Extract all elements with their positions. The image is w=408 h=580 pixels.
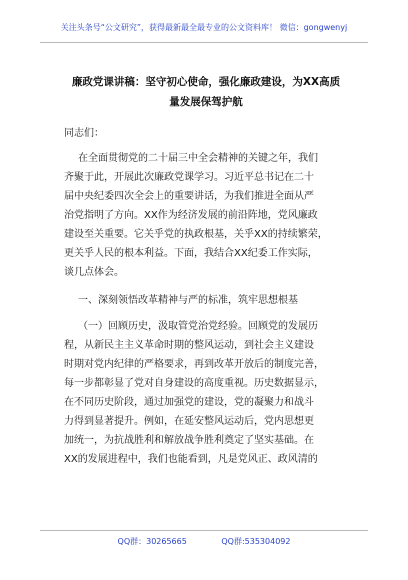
- title-line-1: 廉政党课讲稿：坚守初心使命，强化廉政建设，为XX高质: [71, 76, 341, 88]
- salutation: 同志们：: [64, 128, 104, 139]
- paragraph-line: 程，从新民主主义革命时期的整风运动，到社会主义建设: [64, 340, 314, 351]
- footer-divider: [40, 530, 368, 531]
- paragraph-line: 时期对党内纪律的严格要求，再到改革开放后的制度完善，: [64, 359, 324, 370]
- header-banner: 关注头条号“公文研究”，获得最新最全最专业的公文资料库！ 微信：gongwenyj: [60, 23, 348, 32]
- document-title: [70, 72, 342, 112]
- paragraph-line: 治党指明了方向。XX作为经济发展的前沿阵地，党风廉政: [64, 210, 318, 221]
- paragraph-line: 在不同历史阶段，通过加强党的建设，党的凝聚力和战斗: [64, 397, 314, 408]
- paragraph-line: XX的发展进程中，我们也能看到，凡是党风正、政风清的: [64, 454, 318, 465]
- paragraph-line: 更关乎人民的根本利益。下面，我结合XX纪委工作实际，: [64, 248, 318, 259]
- paragraph-line: 在全面贯彻党的二十届三中全会精神的关键之年，我们: [78, 153, 318, 164]
- paragraph-line: 届中央纪委四次全会上的重要讲话，为我们推进全面从严: [64, 191, 314, 202]
- paragraph-line: （一）回顾历史，汲取管党治党经验。回顾党的发展历: [78, 321, 318, 332]
- footer-qq-group-2: QQ群:535304092: [221, 537, 291, 546]
- footer-qq-group-1: QQ群：30265665: [117, 537, 187, 546]
- paragraph-line: 谈几点体会。: [64, 267, 124, 278]
- title-line-2: 量发展保驾护航: [169, 96, 243, 108]
- footer-contact: [0, 536, 408, 547]
- paragraph-line: 加统一，为抗战胜利和解放战争胜利奠定了坚实基础。在: [64, 435, 314, 446]
- header-divider: [40, 42, 368, 43]
- paragraph-line: 每一步都彰显了党对自身建设的高度重视。历史数据显示，: [64, 378, 324, 389]
- section-heading: 一、深刻领悟改革精神与严的标准，筑牢思想根基: [78, 295, 298, 306]
- paragraph-line: 力得到显著提升。例如，在延安整风运动后，党内思想更: [64, 416, 314, 427]
- paragraph-line: 建设至关重要。它关乎党的执政根基，关乎XX的持续繁荣，: [64, 229, 328, 240]
- paragraph-line: 齐聚于此，开展此次廉政党课学习。习近平总书记在二十: [64, 172, 314, 183]
